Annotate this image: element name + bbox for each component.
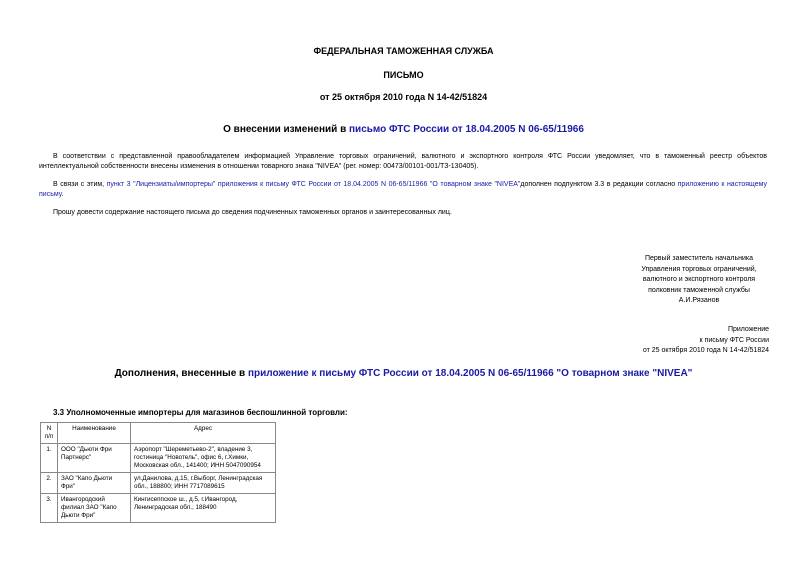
table-row <box>41 473 276 494</box>
document-date: от 25 октября 2010 года N 14-42/51824 <box>319 92 488 102</box>
document-title <box>0 124 807 135</box>
document-type: ПИСЬМО <box>383 70 424 80</box>
header-number: N п/п <box>41 423 58 444</box>
signature-line-4: полковник таможенной службы <box>648 286 750 294</box>
appendix-label: Приложение <box>727 326 769 333</box>
header-name: Наименование <box>58 423 131 444</box>
signatory-name: А.И.Рязанов <box>678 297 720 305</box>
row-number: 2. <box>41 473 58 494</box>
paragraph-2-text-3: . <box>61 190 64 198</box>
agency-name: ФЕДЕРАЛЬНАЯ ТАМОЖЕННАЯ СЛУЖБА <box>313 46 494 56</box>
table-header-row <box>41 423 276 444</box>
subsection-heading: 3.3 Уполномоченные импортеры для магазинов беспошлинной торговли: <box>53 408 348 417</box>
signature-line-2: Управления торговых ограничений, <box>641 265 757 273</box>
appendix-title-link[interactable]: приложение к письму ФТС России от 18.04.2005 N 06-65/11966 "О товарном знаке "NIVEA" <box>247 368 693 379</box>
row-name: Ивангородский филиал ЗАО "Капо Дьюти Фри" <box>58 494 131 523</box>
row-address: Кингисеппское ш., д.5, г.Ивангород, Ленинградская обл., 188490 <box>131 494 276 523</box>
row-address: ул.Данилова, д.15, г.Выборг, Ленинградская обл., 188800; ИНН 7717089615 <box>131 473 276 494</box>
row-number: 1. <box>41 444 58 473</box>
paragraph-2 <box>39 180 767 199</box>
title-link[interactable]: письмо ФТС России от 18.04.2005 N 06-65/11966 <box>349 124 584 135</box>
paragraph-1: В соответствии с представленной правообладателем информацией Управление торговых ограничений, валютного и экспортного контроля ФТС России уведомляет, что в таможенный реестр объектов интеллектуальной собственности внесены изменения в отношении товарного знака "NIVEA" (рег. номер: 00473/00101-001/ТЗ-130405). <box>39 153 767 170</box>
title-prefix: О внесении изменений в <box>223 124 349 135</box>
paragraph-2-link-item3[interactable]: пункт 3 "Лицензиаты/импортеры" приложения к письму ФТС России от 18.04.2005 N 06-65/11966 "О товарном знаке "NIVEA" <box>106 181 521 188</box>
appendix-title <box>0 368 807 379</box>
appendix-to: к письму ФТС России <box>699 336 769 344</box>
paragraph-2-text: В связи с этим, <box>53 181 107 188</box>
row-address: Аэропорт "Шереметьево-2", владение 3, гостиница "Новотель", офис 6, г.Химки, Московская обл., 141400; ИНН 5047090954 <box>131 444 276 473</box>
table-row <box>41 444 276 473</box>
row-name: ЗАО "Капо Дьюти Фри" <box>58 473 131 494</box>
body-text <box>39 152 767 218</box>
row-name: ООО "Дьюти Фри Партнерс" <box>58 444 131 473</box>
paragraph-3: Прошу довести содержание настоящего письма до сведения подчиненных таможенных органов и заинтересованных лиц. <box>53 209 452 216</box>
signature-block <box>629 254 769 307</box>
signature-line-3: валютного и экспортного контроля <box>642 276 756 284</box>
importers-table <box>40 422 276 523</box>
signature-line-1: Первый заместитель начальника <box>644 255 754 262</box>
appendix-title-prefix: Дополнения, внесенные в <box>114 368 248 379</box>
appendix-reference <box>569 325 769 357</box>
appendix-date: от 25 октября 2010 года N 14-42/51824 <box>642 347 769 355</box>
table-row <box>41 494 276 523</box>
row-number: 3. <box>41 494 58 523</box>
header-address: Адрес <box>131 423 276 444</box>
paragraph-2-text-2: дополнен подпунктом 3.3 в редакции согласно <box>520 181 678 188</box>
paragraph-2-link-appendix[interactable]: приложению к настоящему письму <box>39 181 767 198</box>
